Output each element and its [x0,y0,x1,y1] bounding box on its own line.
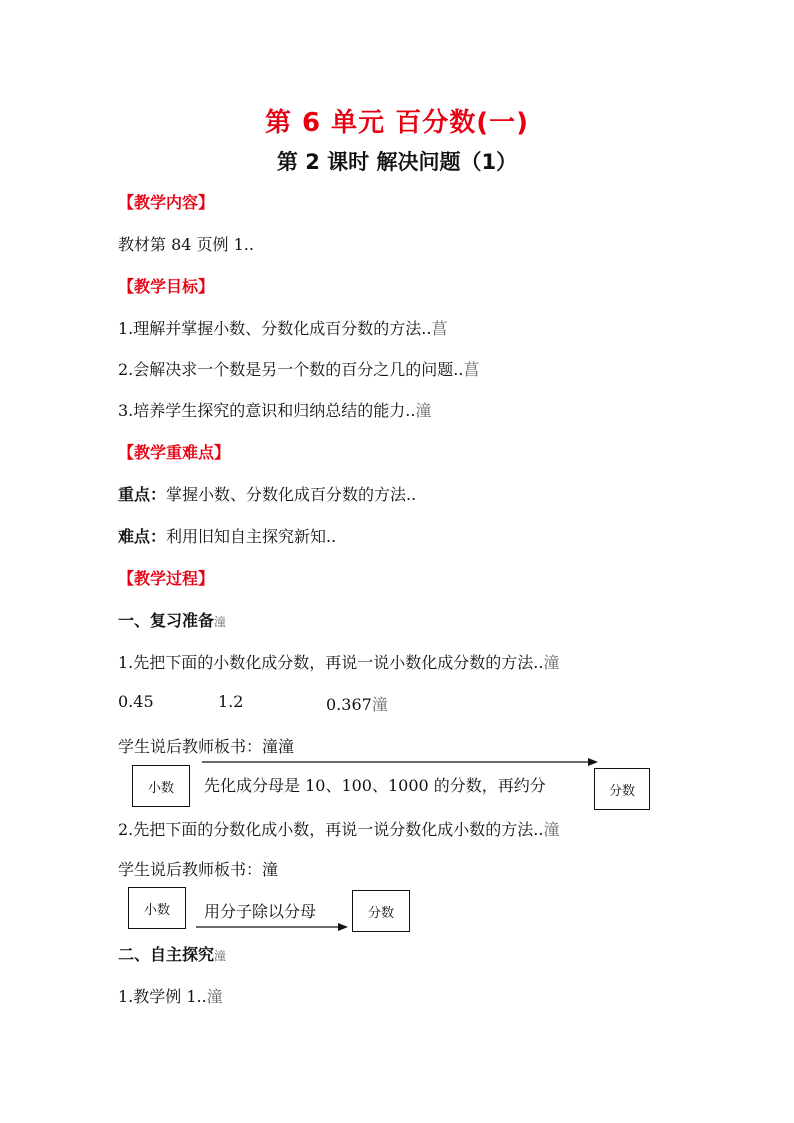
goal-text: 2.会解决求一个数是另一个数的百分之几的问题.. [118,360,464,379]
numbers-mark: 潼 [371,695,388,714]
example-row [118,984,223,1007]
part2-heading: 二、自主探究 [118,945,215,964]
hard-text: 利用旧知自主探究新知.. [166,527,337,546]
q1-mark: 潼 [543,653,560,672]
question-1 [118,650,559,673]
number-a: 0.45 [118,692,154,711]
arrow-label-2: 用分子除以分母 [204,902,317,921]
example-text: 1.教学例 1.. [118,987,207,1006]
board-note-1 [118,734,294,757]
part2-heading-row [118,942,226,965]
lesson-subtitle: 第 2 课时 解决问题（1） [276,150,518,174]
part1-heading: 一、复习准备 [118,611,215,630]
key-text: 掌握小数、分数化成百分数的方法.. [166,485,417,504]
number-b: 1.2 [218,692,244,711]
arrow-right-icon [194,920,350,934]
keypoints-heading: 【教学重难点】 [118,443,231,462]
goals-heading: 【教学目标】 [118,277,215,296]
content-heading: 【教学内容】 [118,193,215,212]
goal-item [118,357,479,380]
content-text: 教材第 84 页例 1.. [118,235,254,254]
decimal-box: 小数 [132,765,190,807]
goal-item [118,316,447,339]
goal-mark: 菖 [463,360,480,379]
goal-text: 1.理解并掌握小数、分数化成百分数的方法.. [118,319,432,338]
arrow-label-1: 先化成分母是 10、100、1000 的分数，再约分 [204,776,546,795]
arrow-right-icon [200,755,600,769]
q2-text: 2.先把下面的分数化成小数，再说一说分数化成小数的方法.. [118,820,544,839]
board2-text: 学生说后教师板书： [118,860,263,879]
part2-mark: 潼 [214,949,227,963]
unit-title: 第 6 单元 百分数(一) [264,108,529,138]
board1-mark: 潼潼 [262,737,295,756]
process-heading: 【教学过程】 [118,569,215,588]
hard-point [118,524,336,547]
example-mark: 潼 [206,987,223,1006]
hard-label: 难点： [118,527,167,546]
key-point [118,482,416,505]
board2-mark: 潼 [262,860,279,879]
goal-mark: 菖 [431,319,448,338]
q2-mark: 潼 [543,820,560,839]
goal-text: 3.培养学生探究的意识和归纳总结的能力.. [118,401,416,420]
key-label: 重点： [118,485,167,504]
fraction-box: 分数 [594,768,650,810]
part1-heading-row [118,608,226,631]
goal-mark: 潼 [415,401,432,420]
board1-text: 学生说后教师板书： [118,737,263,756]
number-c [326,692,388,715]
question-2 [118,817,559,840]
decimal-box-2: 小数 [128,887,186,929]
fraction-box-2: 分数 [352,890,410,932]
number-c-value: 0.367 [326,695,372,714]
goal-item [118,398,431,421]
board-note-2 [118,857,278,880]
part1-mark: 潼 [214,615,227,629]
q1-text: 1.先把下面的小数化成分数，再说一说小数化成分数的方法.. [118,653,544,672]
